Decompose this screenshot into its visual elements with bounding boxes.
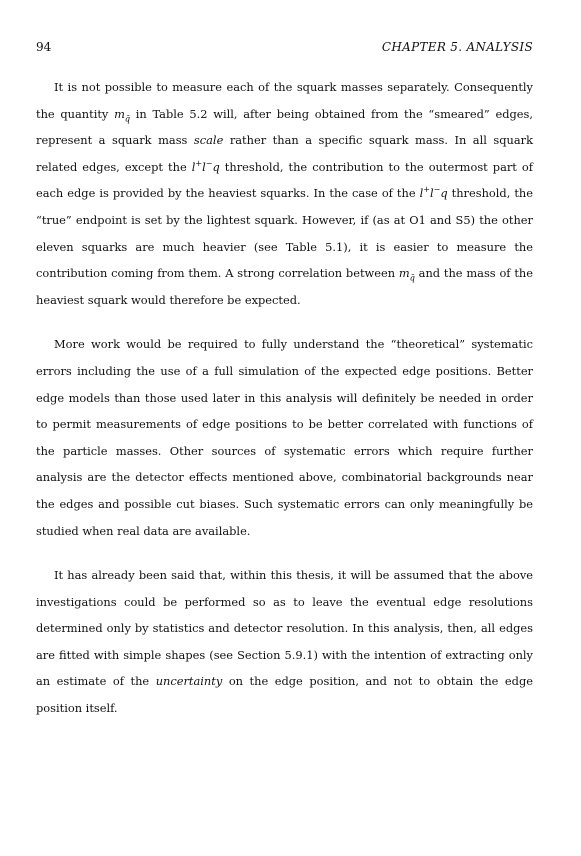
p1-text-4: threshold, the contribution to the outermost part of each edge is provided by the heaviest squarks. In the case of the (36, 159, 533, 201)
page-header (36, 40, 533, 56)
paragraph-1 (36, 74, 533, 313)
emph-uncertainty: uncertainty (155, 674, 223, 689)
p1-text-5: threshold, the “true” endpoint is set by the lightest squark. However, if (as at O1 and S5) the other eleven squarks are much heavier (see Table 5.1), it is easier to measure the contribution coming from them. A strong correlation between (36, 186, 533, 281)
math-llq: l+l−q (191, 158, 220, 174)
emph-scale: scale (193, 133, 224, 148)
p1-text-1: It is not possible to measure each of the squark masses separately. Consequently the quantity (36, 80, 533, 121)
paragraph-2: More work would be required to fully understand the “theoretical” systematic errors including the use of a full simulation of the expected edge positions. Better edge models than those used later in this analysis will definitely be needed in order to permit measurements of edge positions to be better correlated with functions of the particle masses. Other sources of systematic errors which require further analysis are the detector effects mentioned above, combinatorial backgrounds near the edges and possible cut biases. Such systematic errors can only meaningfully be studied when real data are available. (36, 337, 533, 538)
p3-text-2: on the edge position, and not to obtain the edge position itself. (36, 674, 533, 716)
math-m-squark-2: $m_{q̃}$ (398, 266, 415, 283)
body-text (36, 74, 533, 722)
math-m-squark: $m_{q̃}$ (114, 106, 131, 123)
page-number: 94 (36, 40, 52, 54)
running-head: CHAPTER 5. ANALYSIS (381, 40, 533, 54)
paragraph-3 (36, 562, 533, 722)
p3-text-1: It has already been said that, within this thesis, it will be assumed that the above investigations could be performed so as to leave the eventual edge resolutions determined only by statistics and detector resolution. In this analysis, then, all edges are fitted with simple shapes (see Section 5.9.1) with the intention of extracting only an estimate of the (36, 568, 533, 689)
p1-text-3: rather than a specific squark mass. In all squark related edges, except the (36, 133, 533, 174)
math-llq-2: l+l−q (419, 185, 448, 201)
p1-text-2: in Table 5.2 will, after being obtained from the “smeared” edges, represent a squark mass (36, 106, 533, 148)
p1-text-6: and the mass of the heaviest squark would therefore be expected. (36, 266, 533, 307)
